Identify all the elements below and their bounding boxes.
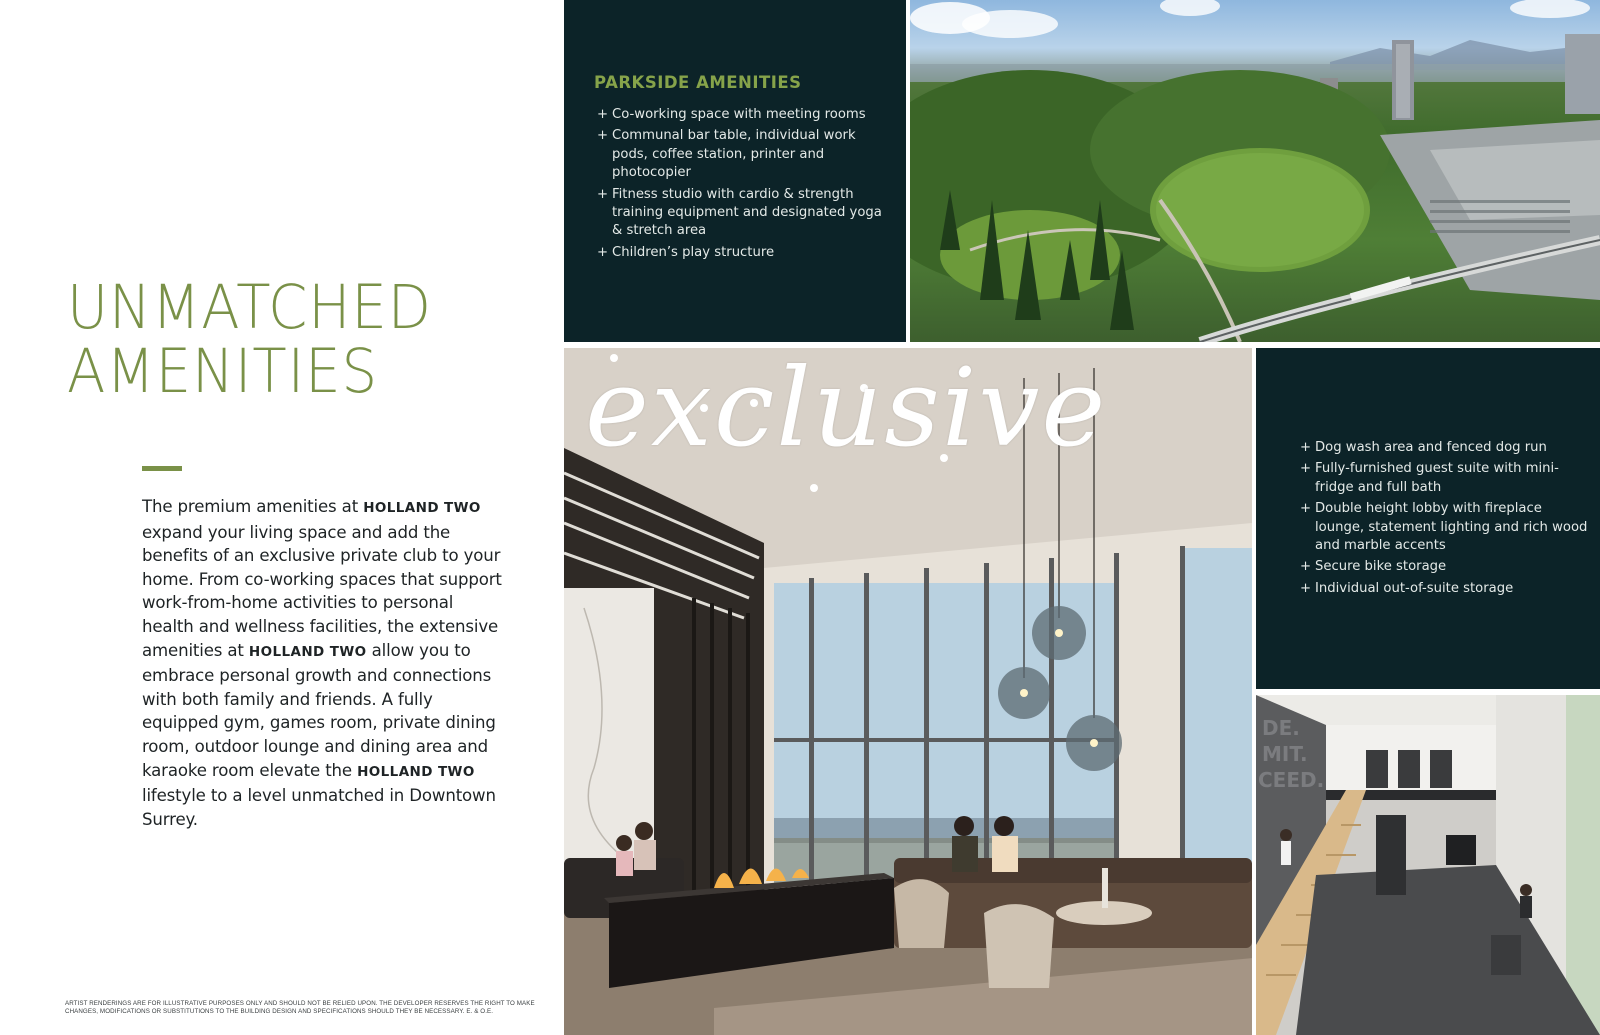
body-text-1: The premium amenities at — [142, 497, 364, 516]
list-item-text: Double height lobby with fireplace lounge, statement lighting and rich wood and marble accents — [1315, 501, 1588, 554]
list-item — [1300, 460, 1590, 497]
title-line-2: AMENITIES — [67, 336, 379, 407]
list-item — [1300, 439, 1590, 457]
list-item-text: Secure bike storage — [1315, 559, 1447, 575]
plus-icon: + — [597, 244, 609, 260]
plus-icon: + — [1300, 461, 1312, 477]
list-item — [597, 106, 887, 124]
gym-wall-text-3: CEED. — [1258, 768, 1325, 792]
accent-divider — [142, 466, 182, 471]
plus-icon: + — [1300, 440, 1312, 455]
list-item-text: Communal bar table, individual work pods, coffee station, printer and photocopier — [612, 128, 856, 181]
plus-icon: + — [597, 107, 609, 122]
gym-wall-text-1: DE. — [1262, 716, 1300, 740]
list-item — [1300, 580, 1590, 598]
building-amenities-panel — [1256, 348, 1600, 689]
plus-icon: + — [1300, 501, 1312, 517]
list-item-text: Individual out-of-suite storage — [1315, 580, 1514, 596]
legal-disclaimer: ARTIST RENDERINGS ARE FOR ILLUSTRATIVE PURPOSES ONLY AND SHOULD NOT BE RELIED UPON. THE DEVELOPER RESERVES THE RIGHT TO MAKE CHANGES, MODIFICATIONS OR SUBSTITUTIONS TO THE BUILDING DESIGN AND SPECIFICATIONS SHOULD THEY BE NECESSARY. E. & O.E. — [65, 1000, 535, 1015]
brand-name: HOLLAND TWO — [357, 763, 475, 780]
fitness-centre-illustration — [1256, 695, 1600, 1035]
parkside-heading: PARKSIDE AMENITIES — [594, 73, 802, 92]
title-line-1: UNMATCHED — [67, 272, 432, 343]
parkside-list — [597, 106, 887, 265]
brand-name: HOLLAND TWO — [248, 643, 367, 660]
brand-name: HOLLAND TWO — [363, 500, 481, 516]
intro-paragraph — [142, 495, 502, 831]
list-item-text: Fully-furnished guest suite with mini-fridge and full bath — [1315, 461, 1559, 495]
page-title — [67, 272, 432, 407]
plus-icon: + — [1300, 559, 1312, 575]
plus-icon: + — [1300, 580, 1312, 596]
aerial-park-illustration — [910, 0, 1600, 342]
body-text-4: lifestyle to a level unmatched in Downtown Surrey. — [142, 786, 496, 829]
list-item — [1300, 500, 1590, 555]
body-text-2: expand your living space and add the benefits of an exclusive private club to your home. From co-working spaces that support work-from-home activities to personal health and wellness facilities, the extensive amenities at — [142, 522, 502, 660]
building-amenities-list — [1300, 439, 1590, 601]
list-item — [1300, 558, 1590, 576]
list-item-text: Children’s play structure — [612, 244, 775, 260]
plus-icon: + — [597, 186, 609, 202]
exclusive-script-overlay: exclusive — [585, 346, 1108, 471]
list-item — [597, 244, 887, 262]
aerial-park-photo — [910, 0, 1600, 342]
list-item — [597, 127, 887, 182]
list-item-text: Co-working space with meeting rooms — [612, 107, 866, 122]
body-text-3: allow you to embrace personal growth and connections with both family and friends. A fully equipped gym, games room, private dining room, outdoor lounge and dining area and karaoke room elevate the — [142, 640, 496, 780]
list-item-text: Fitness studio with cardio & strength training equipment and designated yoga & stretch area — [612, 186, 882, 239]
parkside-amenities-panel — [564, 0, 906, 342]
gym-wall-text-2: MIT. — [1262, 742, 1308, 766]
list-item-text: Dog wash area and fenced dog run — [1315, 440, 1547, 455]
plus-icon: + — [597, 128, 609, 144]
list-item — [597, 186, 887, 241]
fitness-centre-photo — [1256, 695, 1600, 1035]
